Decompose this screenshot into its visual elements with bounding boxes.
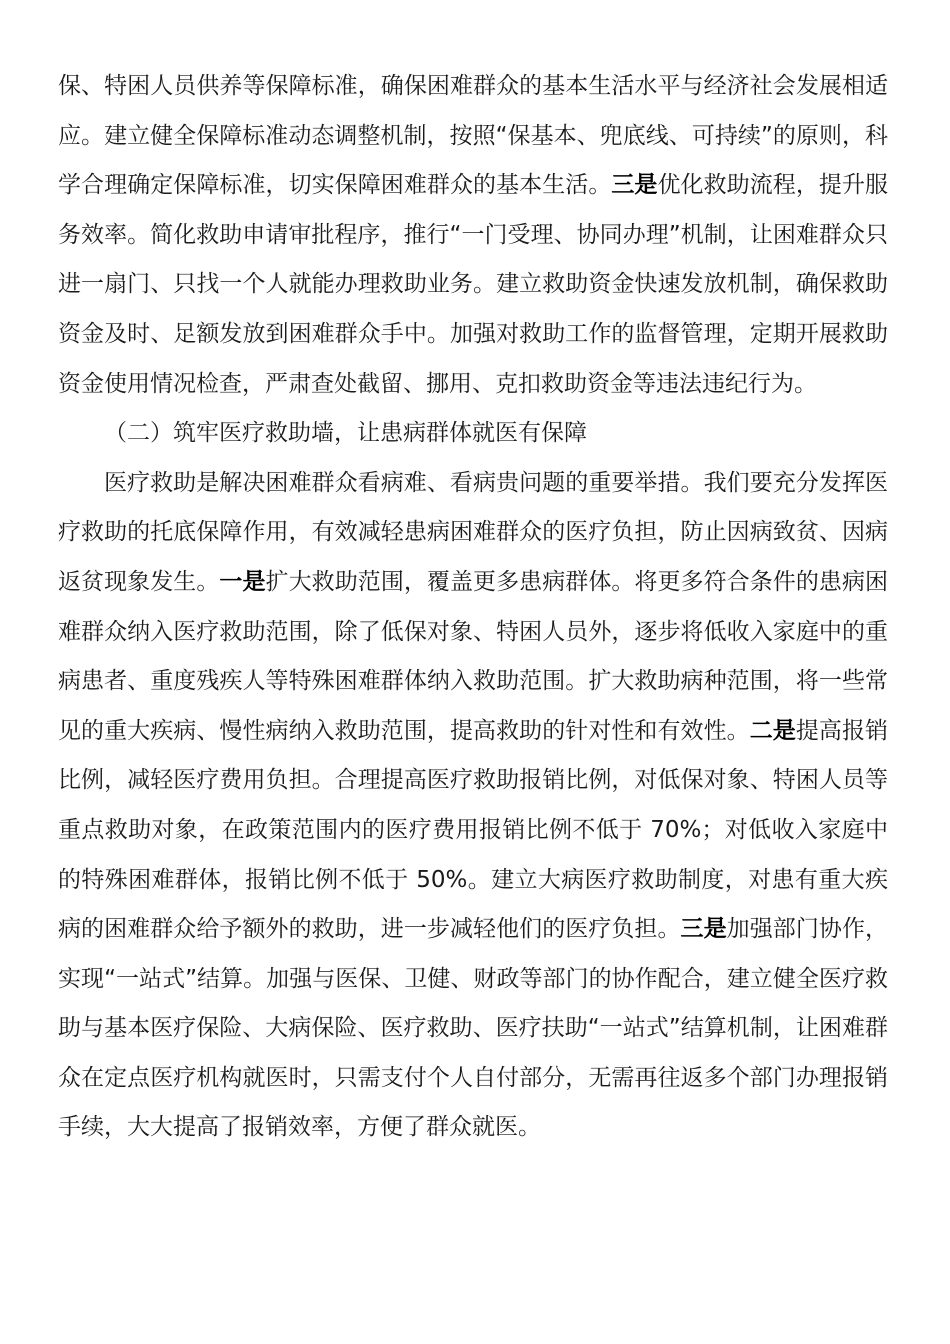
paragraph-text: 加强部门协作，实现“一站式”结算。加强与医保、卫健、财政等部门的协作配合，建立健全医疗救助与基本医疗保险、大病保险、医疗救助、医疗扶助“一站式”结算机制，让困难群众在定点医疗机构就医时，只需支付个人自付部分，无需再往返多个部门办理报销手续，大大提高了报销效率，方便了群众就医。: [58, 916, 889, 1141]
paragraph-text: 医疗救助是解决困难群众看病难、看病贵问题的重要举措。我们要充分发挥医疗救助的托底保障作用，有效减轻患病困难群众的医疗负担，防止因病致贫、因病返贫现象发生。: [58, 469, 888, 595]
paragraph-text: 提高报销比例，减轻医疗费用负担。合理提高医疗救助报销比例，对低保对象、特困人员等重点救助对象，在政策范围内的医疗费用报销比例不低于 70%；对低收入家庭中的特殊困难群体，报销比例不低于 50%。建立大病医疗救助制度，对患有重大疾病的困难群众给予额外的救助，进一步减轻他们的医疗负担。: [58, 717, 889, 943]
paragraph-text: 扩大救助范围，覆盖更多患病群体。将更多符合条件的患病困难群众纳入医疗救助范围，除了低保对象、特困人员外，逐步将低收入家庭中的重病患者、重度残疾人等特殊困难群体纳入救助范围。扩大救助病种范围，将一些常见的重大疾病、慢性病纳入救助范围，提高救助的针对性和有效性。: [58, 568, 889, 744]
bold-marker-third: 三是: [611, 172, 658, 199]
paragraph-basic-living-continuation: [58, 62, 888, 409]
paragraph-text: 保、特困人员供养等保障标准，确保困难群众的基本生活水平与经济社会发展相适应。建立健全保障标准动态调整机制，按照“保基本、兜底线、可持续”的原则，科学合理确定保障标准，切实保障困难群众的基本生活。: [58, 73, 888, 199]
paragraph-medical-aid: [58, 459, 888, 1153]
bold-marker-third: 三是: [680, 916, 727, 943]
bold-marker-second: 二是: [749, 717, 796, 744]
document-page: [58, 62, 888, 1153]
paragraph-text: 优化救助流程，提升服务效率。简化救助申请审批程序，推行“一门受理、协同办理”机制，让困难群众只进一扇门、只找一个人就能办理救助业务。建立救助资金快速发放机制，确保救助资金及时、足额发放到困难群众手中。加强对救助工作的监督管理，定期开展救助资金使用情况检查，严肃查处截留、挪用、克扣救助资金等违法违纪行为。: [58, 172, 889, 397]
section-heading: （二）筑牢医疗救助墙，让患病群体就医有保障: [104, 420, 587, 447]
bold-marker-first: 一是: [219, 568, 266, 595]
